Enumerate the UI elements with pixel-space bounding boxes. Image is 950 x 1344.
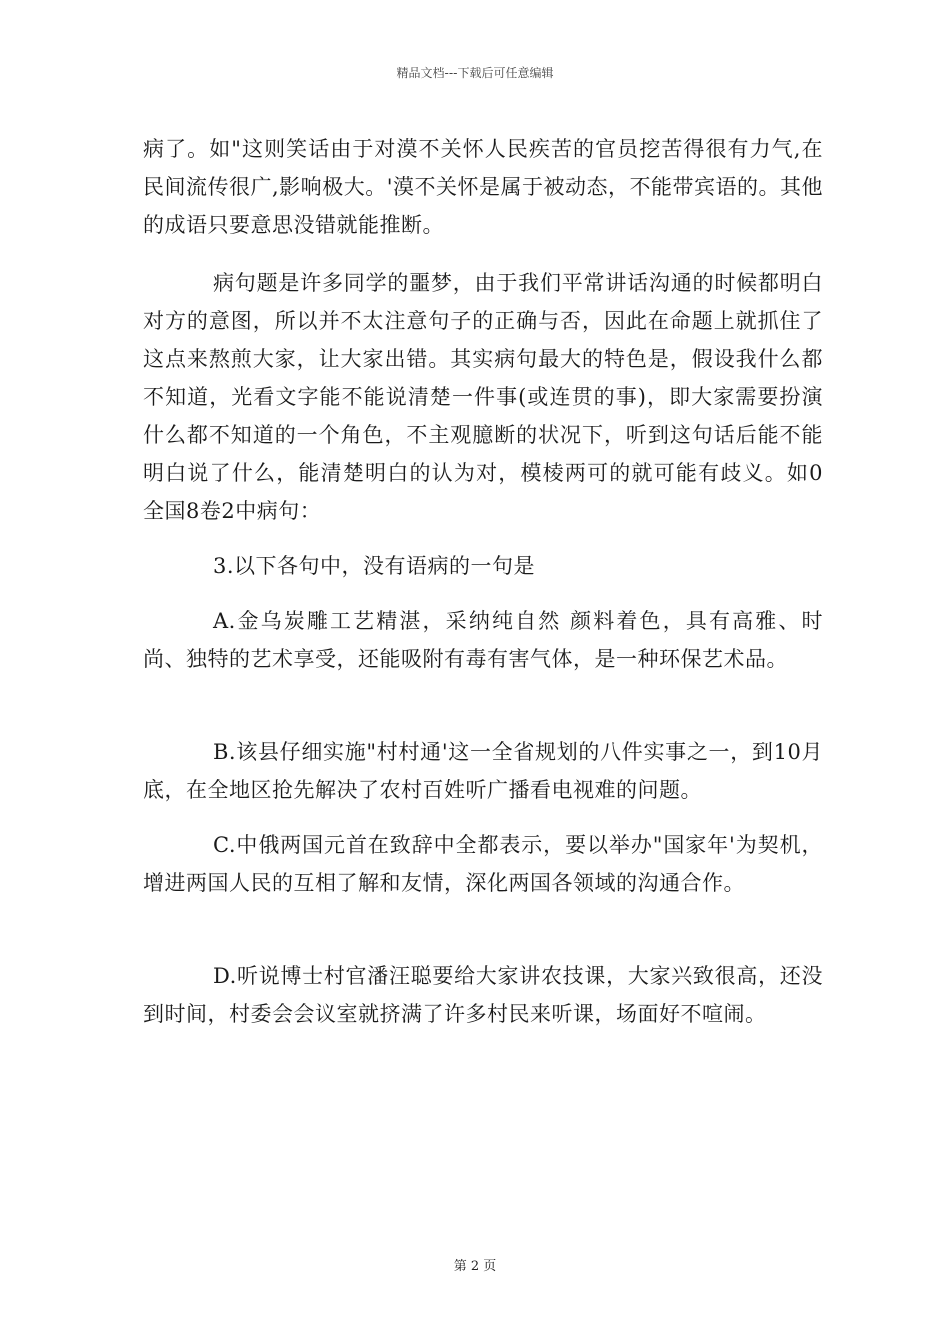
page-header: 精品文档---下载后可任意编辑: [396, 66, 554, 80]
question-stem: 3.以下各句中，没有语病的一句是: [213, 554, 536, 578]
paragraph-2: 病句题是许多同学的噩梦，由于我们平常讲话沟通的时候都明白对方的意图，所以并不太注意句子的正确与否，因此在命题上就抓住了这点来熬煎大家，让大家出错。其实病句最大的特色是，假设我什么都不知道，光看文字能不能说清楚一件事(或连贯的事)，即大家需要扮演什么都不知道的一个角色，不主观臆断的状况下，听到这句话后能不能明白说了什么，能清楚明白的认为对，模棱两可的就可能有歧义。如0全国8卷2中病句：: [143, 271, 823, 523]
option-a: A.金乌炭雕工艺精湛，采纳纯自然 颜料着色，具有高雅、时尚、独特的艺术享受，还能吸附有毒有害气体，是一种环保艺术品。: [143, 609, 823, 671]
option-d: D.听说博士村官潘汪聪要给大家讲农技课，大家兴致很高，还没到时间，村委会会议室就挤满了许多村民来听课，场面好不喧闹。: [143, 964, 823, 1026]
document-body: [143, 130, 823, 1033]
option-b: B.该县仔细实施"村村通'这一全省规划的八件实事之一，到10月底，在全地区抢先解决了农村百姓听广播看电视难的问题。: [143, 740, 823, 802]
page-number: 第 2 页: [453, 1259, 497, 1274]
paragraph-1: 病了。如"这则笑话由于对漠不关怀人民疾苦的官员挖苦得很有力气,在民间流传很广,影响极大。'漠不关怀是属于被动态，不能带宾语的。其他的成语只要意思没错就能推断。: [143, 137, 823, 237]
option-c: C.中俄两国元首在致辞中全都表示，要以举办"国家年'为契机，增进两国人民的互相了解和友情，深化两国各领域的沟通合作。: [143, 833, 823, 895]
